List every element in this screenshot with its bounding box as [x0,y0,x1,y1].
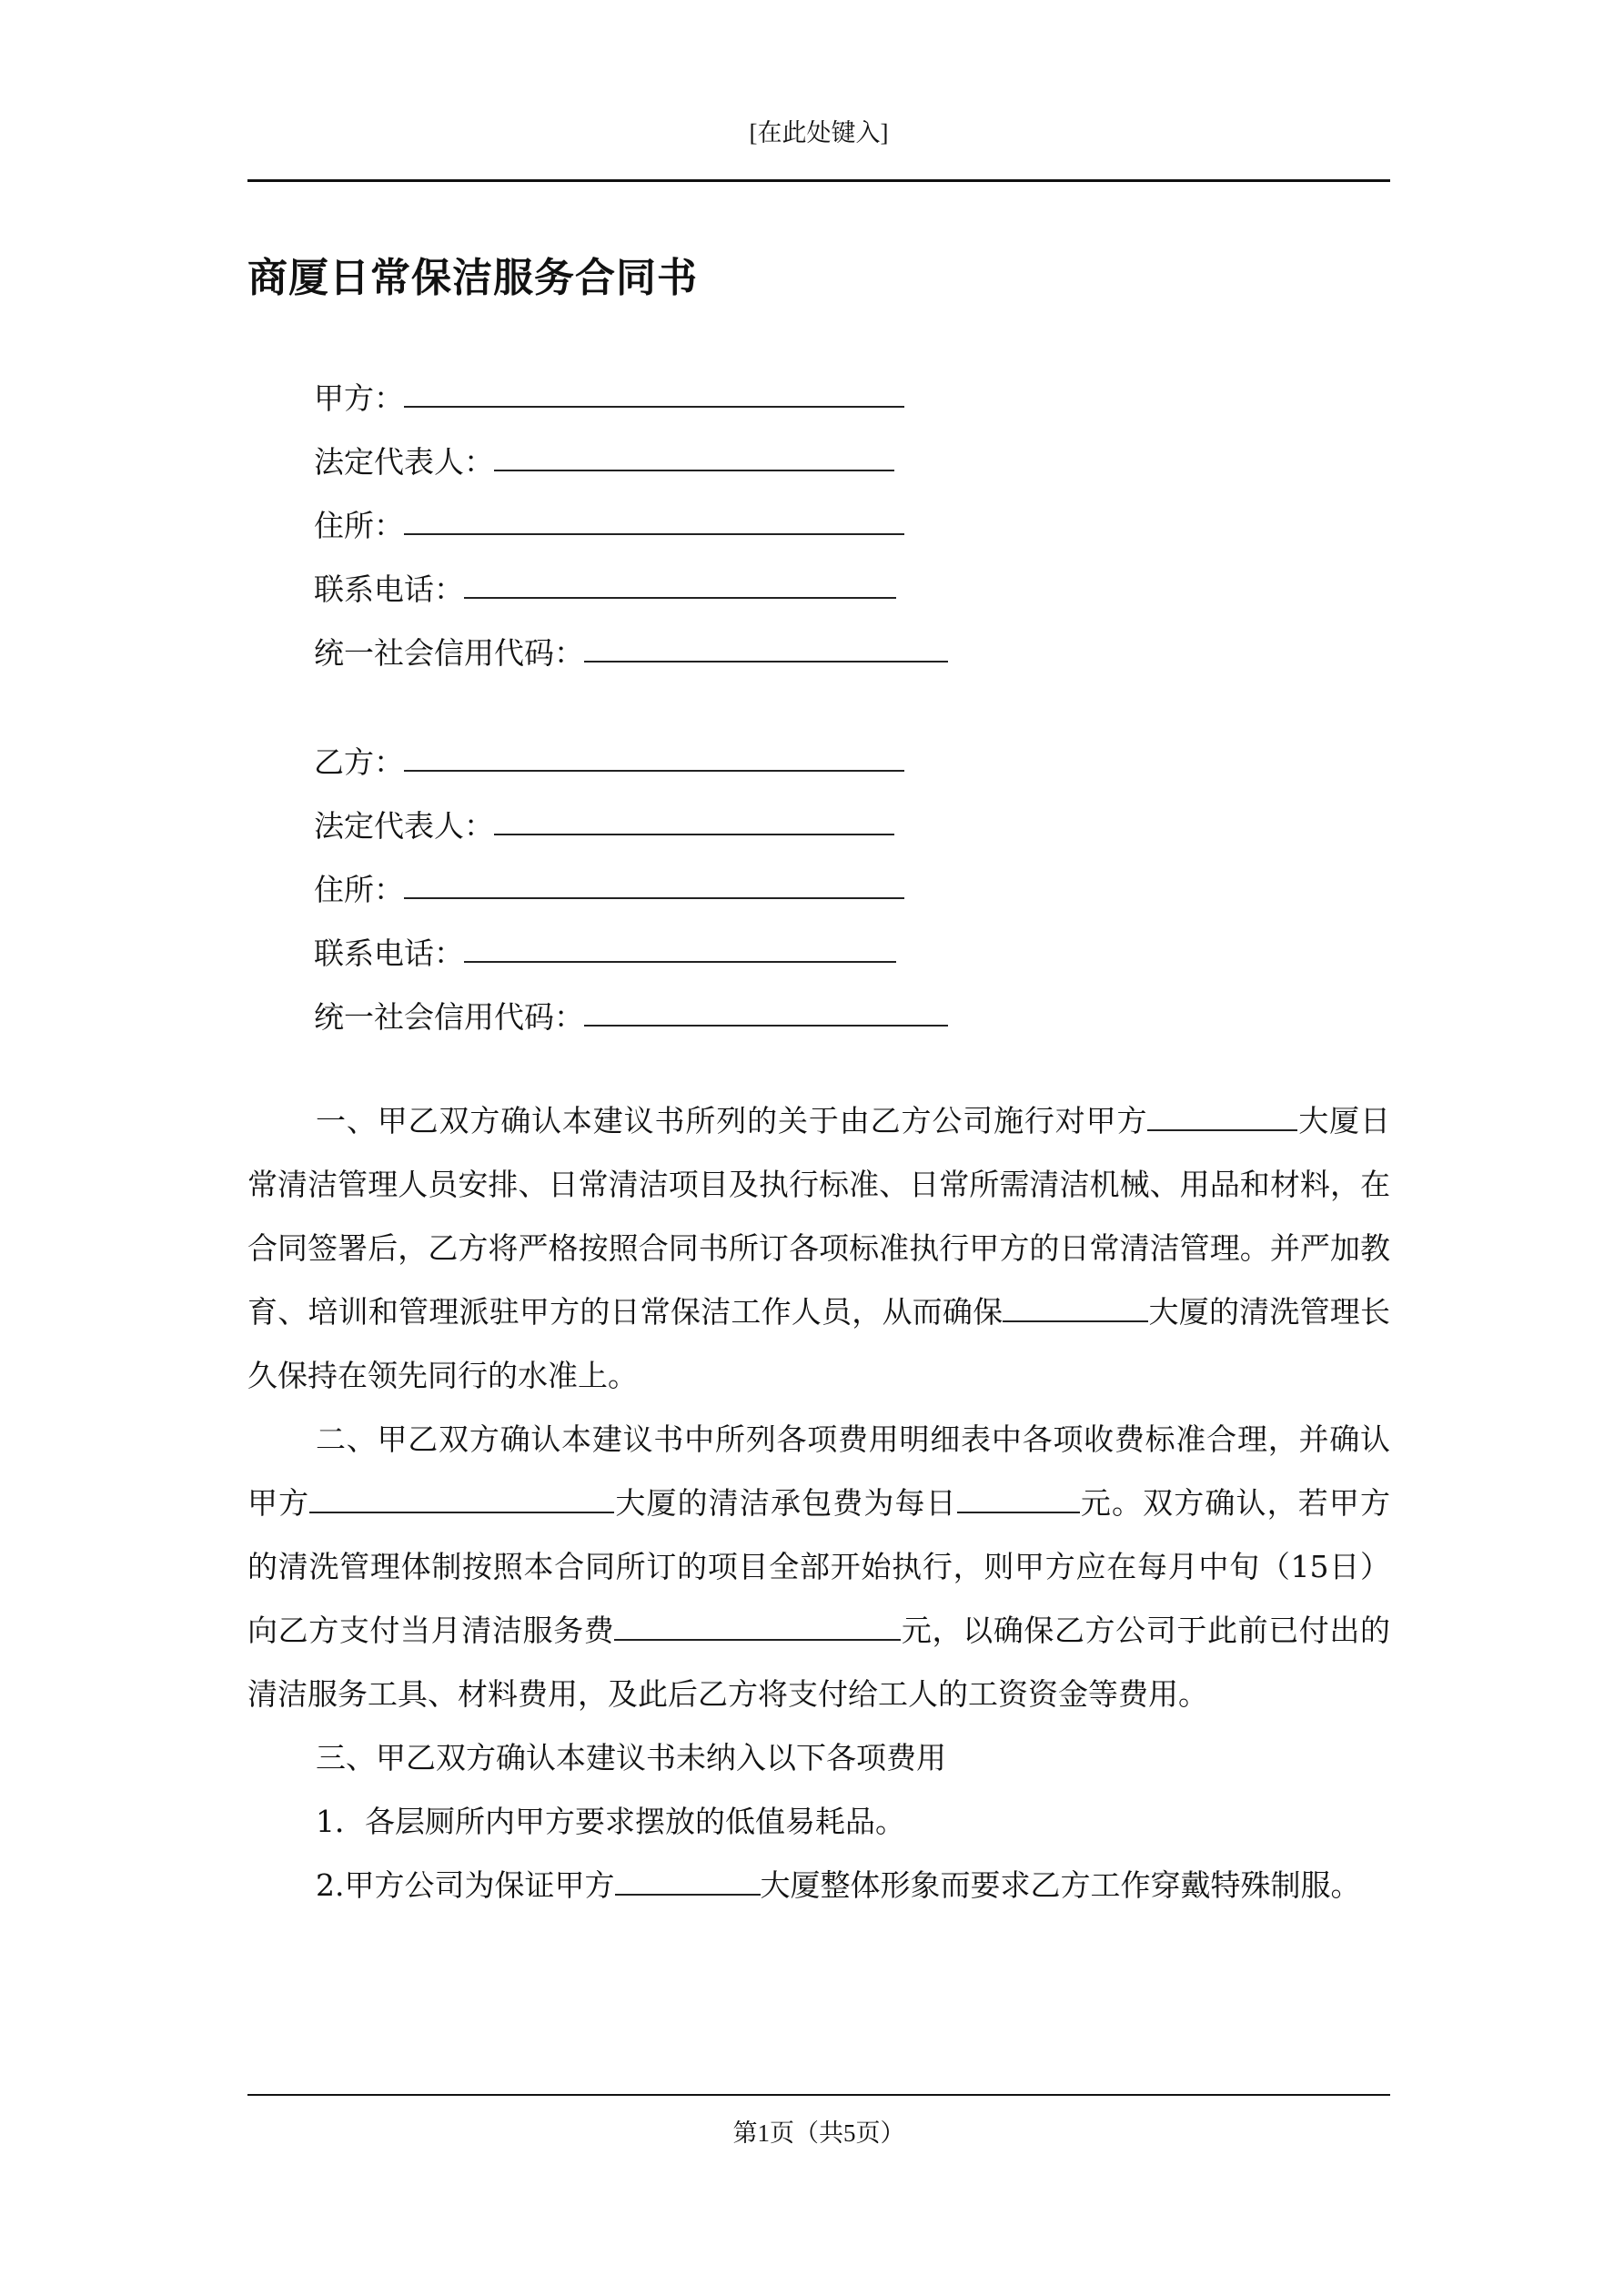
header-rule [247,179,1390,182]
clause-3-item-2 [247,1854,1390,1917]
clause-2 [247,1408,1390,1726]
party-b-rep-label: 法定代表人： [314,807,494,844]
party-a-rep-label: 法定代表人： [314,443,494,480]
daily-fee-blank[interactable] [957,1482,1080,1513]
party-b-phone-label: 联系电话： [314,935,464,971]
party-b-name-label: 乙方： [314,743,404,780]
page-header: [在此处键入] [749,119,889,147]
party-a-address-blank[interactable] [404,533,904,535]
monthly-fee-blank[interactable] [614,1609,901,1641]
building-name-blank-2[interactable] [1003,1290,1148,1322]
party-b-address-blank[interactable] [404,897,904,899]
document-title: 商厦日常保洁服务合同书 [247,255,698,301]
clause-1-text-b: 大厦日常清洁管理人员安排、日常清洁项目及执行标准、日常所需清洁机械、用品和材料，在合同签署后，乙方将严格按照合同书所订各项标准执行甲方的日常清洁管理。并严加教育、培训和管理派驻甲方的日常保洁工作人员，从而确保 [247,1103,1391,1330]
party-a-phone-label: 联系电话： [314,571,464,607]
party-b-address-row [314,855,1133,919]
party-a-address-label: 住所： [314,507,404,543]
party-a-rep-row [314,428,1133,491]
party-b-rep-blank[interactable] [494,834,894,835]
footer-rule [247,2094,1390,2096]
party-a-phone-blank[interactable] [464,597,896,599]
party-a-name-row [314,364,1133,428]
party-a-block [314,364,1133,683]
building-name-blank-3[interactable] [309,1482,614,1513]
party-b-phone-row [314,919,1133,983]
party-b-name-row [314,728,1133,792]
clause-3-item-2-text-b: 大厦整体形象而要求乙方工作穿戴特殊制服。 [760,1867,1361,1903]
clause-2-text-c: 元。双方确认，若甲方的清洗管理体制按照本合同所订的项目全部开始执行，则甲方应在每月中旬（15日）向乙方支付当月清洁服务费 [247,1485,1390,1648]
party-a-name-blank[interactable] [404,406,904,408]
party-b-name-blank[interactable] [404,770,904,772]
party-b-rep-row [314,792,1133,855]
party-a-credit-blank[interactable] [584,661,948,663]
clause-1-text-c: 大厦的清洗管理长久保持在领先同行的水准上。 [247,1294,1391,1393]
building-name-blank-1[interactable] [1147,1099,1297,1131]
party-b-credit-blank[interactable] [584,1025,948,1027]
party-b-address-label: 住所： [314,871,404,907]
party-b-phone-blank[interactable] [464,961,896,963]
party-a-credit-row [314,619,1133,683]
clause-3-item-1: 1．各层厕所内甲方要求摆放的低值易耗品。 [316,1804,905,1839]
party-a-credit-label: 统一社会信用代码： [314,634,584,671]
building-name-blank-4[interactable] [615,1864,761,1896]
clause-3-item-2-text-a: 2.甲方公司为保证甲方 [316,1867,615,1903]
clause-1-text-a: 一、甲乙双方确认本建议书所列的关于由乙方公司施行对甲方 [316,1103,1148,1138]
clause-2-text-b: 大厦的清洁承包费为每日 [614,1485,957,1521]
contract-body [247,1089,1390,1917]
party-a-phone-row [314,555,1133,619]
clause-2-text-a: 二、甲乙双方确认本建议书中所列各项费用明细表中各项收费标准合理，并确认甲方 [247,1421,1390,1521]
party-b-credit-row [314,983,1133,1047]
clause-3: 三、甲乙双方确认本建议书未纳入以下各项费用 [316,1740,946,1775]
clause-1 [247,1089,1390,1408]
party-b-credit-label: 统一社会信用代码： [314,998,584,1035]
party-a-address-row [314,491,1133,555]
page-number: 第1页（共5页） [732,2119,905,2147]
party-a-name-label: 甲方： [314,379,404,416]
party-a-rep-blank[interactable] [494,470,894,471]
clause-2-text-d: 元，以确保乙方公司于此前已付出的清洁服务工具、材料费用，及此后乙方将支付给工人的工资资金等费用。 [247,1613,1391,1712]
party-b-block [314,728,1133,1047]
